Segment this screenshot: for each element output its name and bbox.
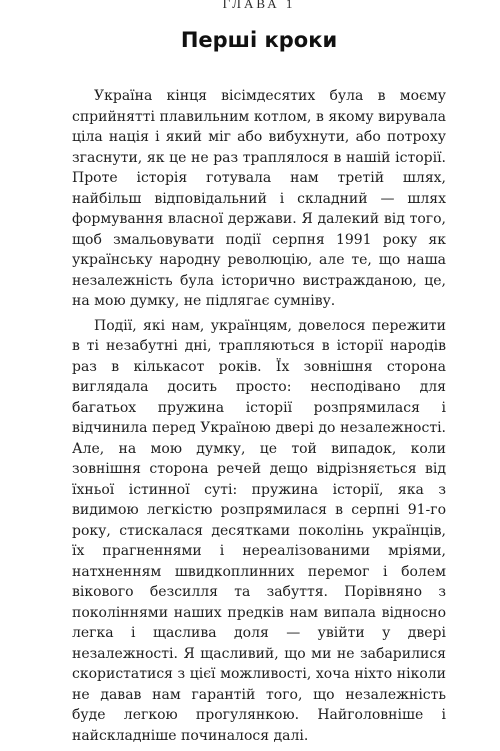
chapter-label: ГЛАВА 1	[222, 0, 296, 11]
chapter-body	[72, 86, 446, 746]
paragraph: Україна кінця вісімдесятих була в моєму сприйнятті плавильним котлом, в якому вирувала ціла нація і який міг або вибухнути, або потроху згаснути, як це не раз траплялося в нашій історії. Проте історія готувала нам третій шлях, найбільш відповідальний і складний — шлях формування власної держави. Я далекий від того, щоб змальовувати події серпня 1991 року як українську народну революцію, але те, що наша незалежність була історично вистражданою, це, на мою думку, не підлягає сумніву.	[72, 88, 446, 309]
chapter-title: Перші кроки	[180, 28, 338, 52]
paragraph: Події, які нам, українцям, довелося пережити в ті незабутні дні, трапляються в історії народів раз в кількасот років. Їх зовнішня сторона виглядала досить просто: несподівано для багатьох пружина історії розпрямилася і відчинила перед Україною двері до незалежності. Але, на мою думку, це той випадок, коли зовнішня сторона речей дещо відрізняється від їхньої істинної суті: пружина історії, яка з видимою легкістю розпрямилася в серпні 91-го року, стискалася десятками поколінь українців, їх прагненнями і нереалізованими мріями, натхненням швидкоплинних перемог і болем вікового безсилля та забуття. Порівняно з поколіннями наших предків нам випала відносно легка і щаслива доля — увійти у двері незалежності. Я щасливий, що ми не забарилися скористатися з цієї можливості, хоча ніхто ніколи не давав нам гарантій того, що незалежність буде легкою прогулянкою. Найголовніше і найскладніше починалося далі.	[72, 317, 446, 744]
